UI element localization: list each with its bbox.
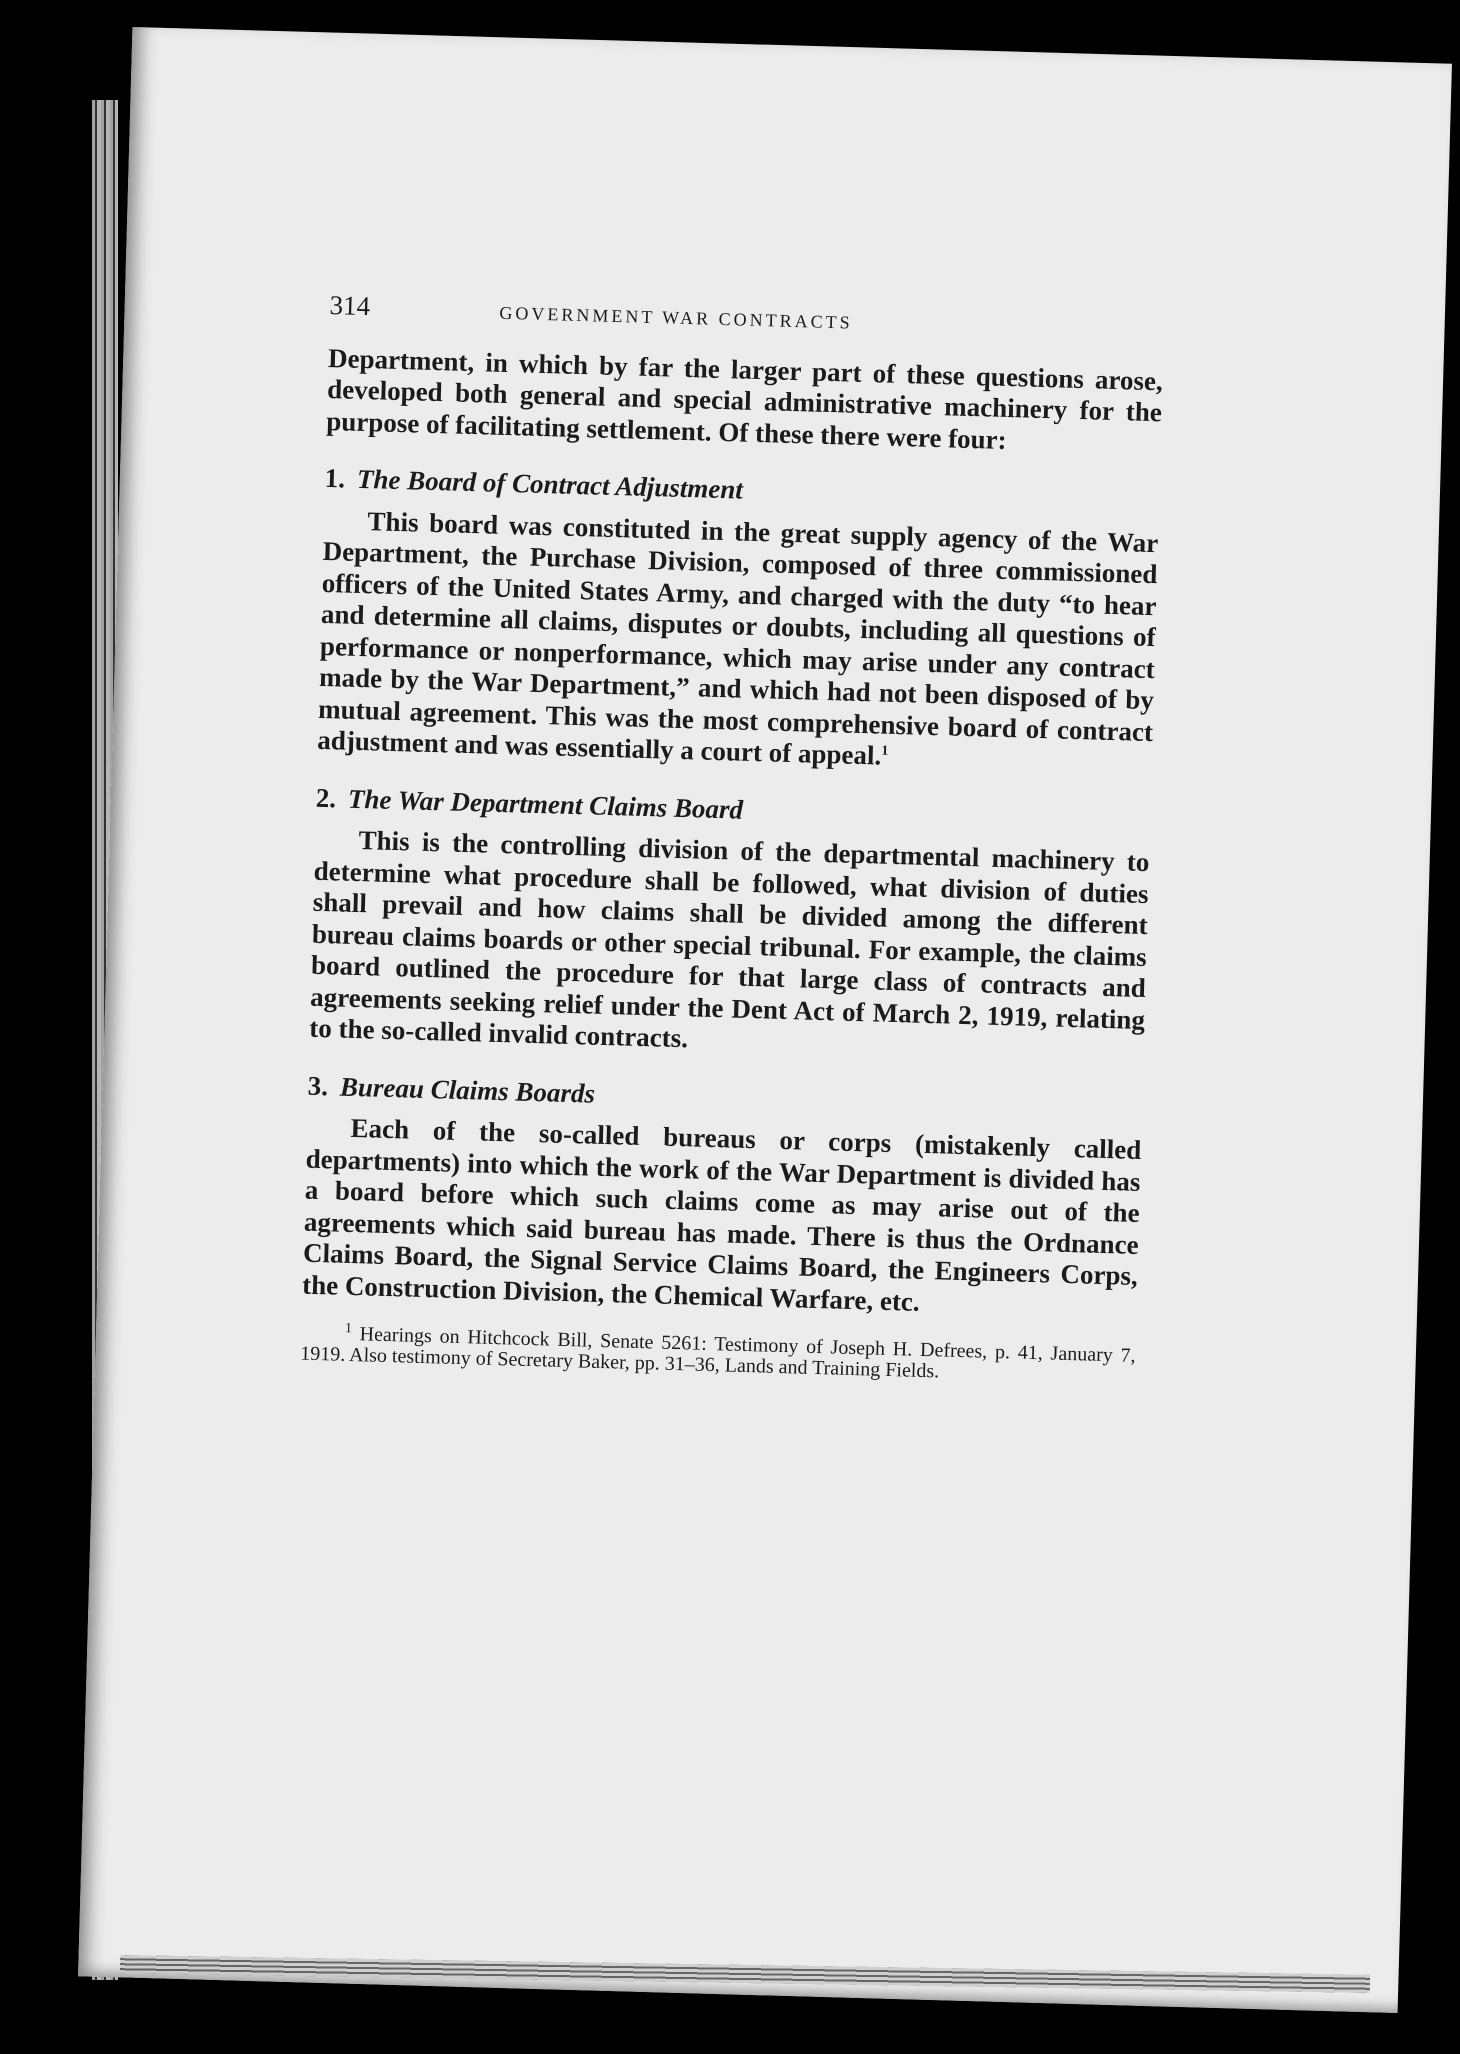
section-paragraph-2: This is the controlling division of the departmental machinery to determine what procedure shall be followed, what division of duties shall prevail and how claims shall be divided among the different bureau claims boards or other special tribunal. For example, the claims board outlined the procedure for that large class of contracts and agreements seeking relief under the Dent Act of March 2, 1919, relating to the so-called invalid contracts. <box>308 825 1150 1054</box>
running-title: GOVERNMENT WAR CONTRACTS <box>499 302 853 333</box>
section-number: 3. <box>307 1070 329 1101</box>
section-title: The Board of Contract Adjustment <box>356 463 744 505</box>
section-title: The War Department Claims Board <box>347 783 744 825</box>
section-text: This board was constituted in the great supply agency of the War Department, the Purchase Division, composed of three commissioned officers of the United States Army, and charged with the duty “to hear and determine all claims, disputes or doubts, including all questions of performance or nonperformance, which may arise under any contract made by the War Department,” and which had not been disposed of by mutual agreement. This was the most comprehensive board of contract adjustment and was essentially a court of appeal. <box>317 505 1159 771</box>
section-number: 2. <box>315 782 337 813</box>
footnote-text: Hearings on Hitchcock Bill, Senate 5261: Testimony of Joseph H. Defrees, p. 41, January 7, 1919. Also testimony of Secretary Baker, pp. 31–36, Lands and Training Fields. <box>299 1323 1136 1383</box>
intro-paragraph: Department, in which by far the larger part of these questions arose, developed both general and special administrative machinery for the purpose of facilitating settlement. Of these there were four: <box>325 342 1164 455</box>
section-paragraph-3: Each of the so-called bureaus or corps (mistakenly called departments) into which the work of the War Department is divided has a board before which such claims come as may arise out of the agreements which said bureau has made. There is thus the Ordnance Claims Board, the Signal Service Claims Board, the Engineers Corps, the Construction Division, the Chemical Warfare, etc. <box>301 1112 1142 1317</box>
section-number: 1. <box>324 462 346 494</box>
section-title: Bureau Claims Boards <box>339 1071 596 1109</box>
footnote-marker: 1 <box>344 1321 353 1337</box>
footnote-reference: 1 <box>881 743 889 759</box>
page-number: 314 <box>329 290 371 322</box>
section-paragraph-1 <box>317 504 1159 779</box>
page-content <box>300 290 1165 1388</box>
